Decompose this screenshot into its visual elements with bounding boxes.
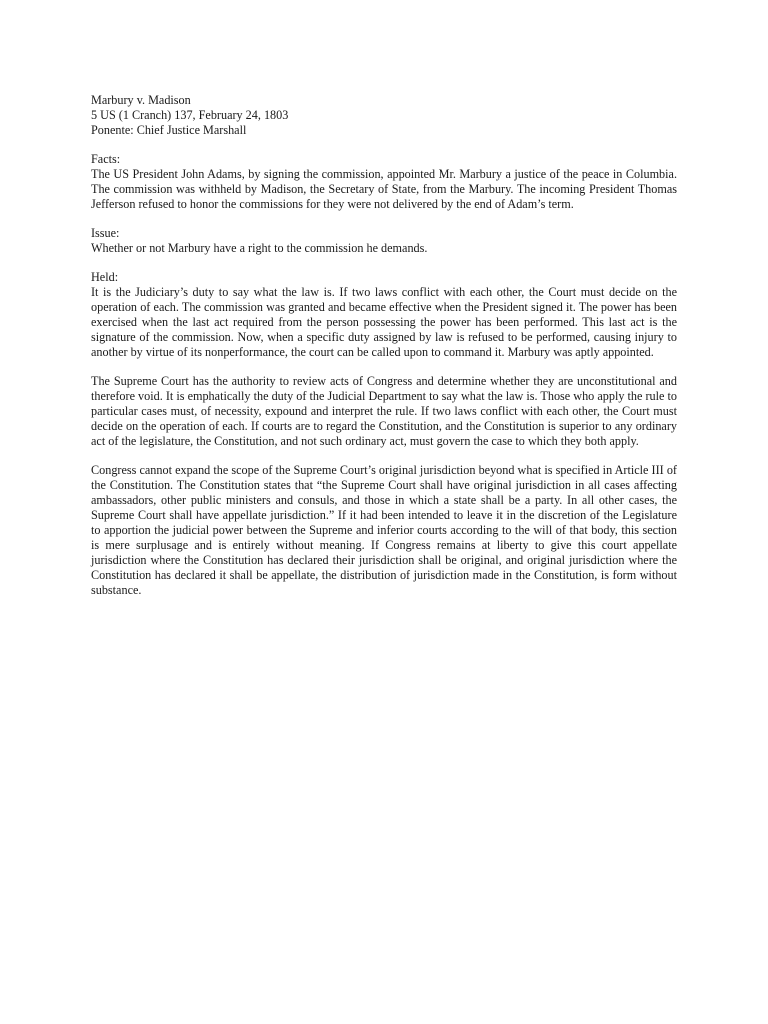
held-heading: Held: <box>91 270 119 284</box>
issue-text: Whether or not Marbury have a right to the commission he demands. <box>91 241 428 255</box>
facts-heading: Facts: <box>91 152 121 166</box>
case-citation: 5 US (1 Cranch) 137, February 24, 1803 <box>91 108 289 122</box>
facts-text: The US President John Adams, by signing the commission, appointed Mr. Marbury a justice of the peace in Columbia. The commission was withheld by Madison, the Secretary of State, from the Marbury. The incoming President Thomas Jefferson refused to honor the commissions for they were not delivered by the end of Adam’s term. <box>91 167 677 211</box>
issue-heading: Issue: <box>91 226 120 240</box>
spacer <box>91 360 677 374</box>
spacer <box>91 449 677 463</box>
document-body <box>91 93 677 598</box>
held-paragraph-3: Congress cannot expand the scope of the Supreme Court’s original jurisdiction beyond what is specified in Article III of the Constitution. The Constitution states that “the Supreme Court shall have original jurisdiction in all cases affecting ambassadors, other public ministers and consuls, and those in which a state shall be a party. In all other cases, the Supreme Court shall have appellate jurisdiction.” If it had been intended to leave it in the discretion of the Legislature to apportion the judicial power between the Supreme and inferior courts according to the will of that body, this section is mere surplusage and is entirely without meaning. If Congress remains at liberty to give this court appellate jurisdiction where the Constitution has declared their jurisdiction shall be original, and original jurisdiction where the Constitution has declared it shall be appellate, the distribution of jurisdiction made in the Constitution, is form without substance. <box>91 463 677 597</box>
held-paragraph-2: The Supreme Court has the authority to review acts of Congress and determine whether they are unconstitutional and therefore void. It is emphatically the duty of the Judicial Department to say what the law is. Those who apply the rule to particular cases must, of necessity, expound and interpret the rule. If two laws conflict with each other, the Court must decide on the operation of each. If courts are to regard the Constitution, and the Constitution is superior to any ordinary act of the legislature, the Constitution, and not such ordinary act, must govern the case to which they both apply. <box>91 374 677 448</box>
spacer <box>91 212 677 226</box>
held-paragraph-1: It is the Judiciary’s duty to say what the law is. If two laws conflict with each other, the Court must decide on the operation of each. The commission was granted and became effective when the President signed it. The power has been exercised when the last act required from the person possessing the power has been performed. This last act is the signature of the commission. Now, when a specific duty assigned by law is refused to be performed, causing injury to another by virtue of its nonperformance, the court can be called upon to command it. Marbury was aptly appointed. <box>91 285 677 359</box>
case-title: Marbury v. Madison <box>91 93 191 107</box>
spacer <box>91 138 677 152</box>
ponente: Ponente: Chief Justice Marshall <box>91 123 247 137</box>
spacer <box>91 256 677 270</box>
